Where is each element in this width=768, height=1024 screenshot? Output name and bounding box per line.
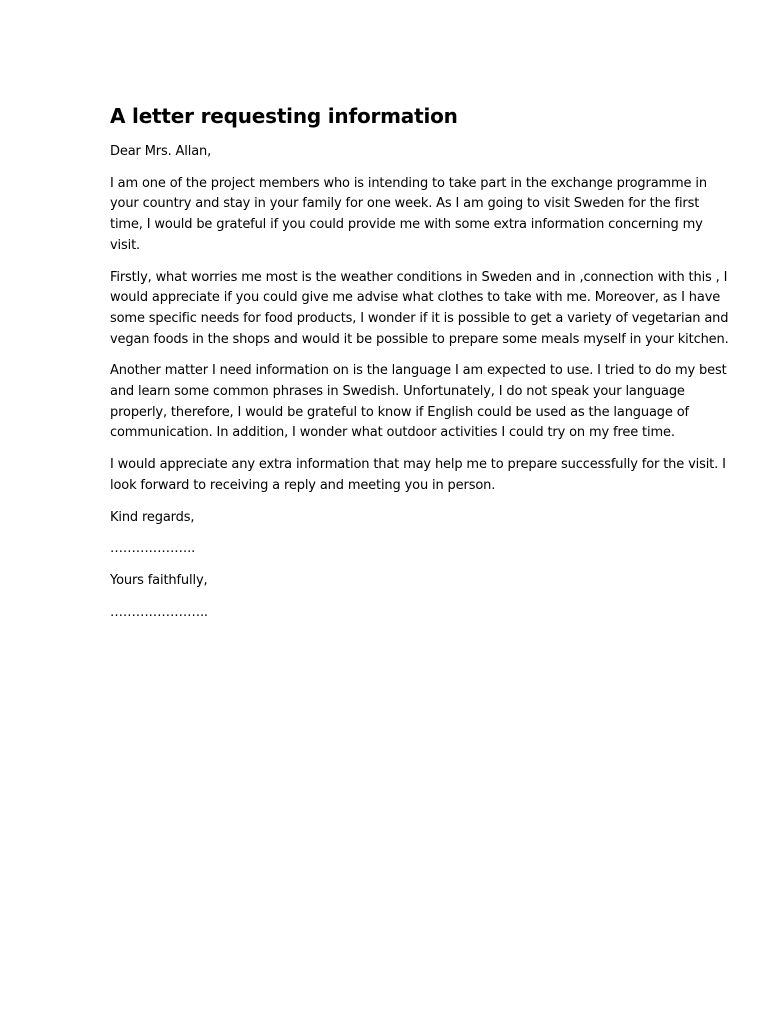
paragraph-closing: I would appreciate any extra information that may help me to prepare successfully for the visit. I look forward to receiving a reply and meeting you in person. (110, 457, 726, 493)
closing-kind-regards: Kind regards, (110, 509, 195, 525)
signature-line-2: ………………….. (110, 604, 208, 620)
paragraph-language: Another matter I need information on is the language I am expected to use. I tried to do my best and learn some common phrases in Swedish. Unfortunately, I do not speak your language properly, therefore, I would be grateful to know if English could be used as the language of communication. In addition, I wonder what outdoor activities I could try on my free time. (110, 363, 727, 441)
closing-yours-faithfully: Yours faithfully, (110, 572, 208, 588)
document-title: A letter requesting information (110, 104, 458, 128)
salutation: Dear Mrs. Allan, (110, 144, 212, 159)
letter-document (110, 104, 734, 634)
paragraph-weather-food: Firstly, what worries me most is the weather conditions in Sweden and in ,connection with this , I would appreciate if you could give me advise what clothes to take with me. Moreover, as I have some specific needs for food products, I wonder if it is possible to get a variety of vegetarian and vegan foods in the shops and would it be possible to prepare some meals myself in your kitchen. (110, 269, 729, 347)
paragraph-intro: I am one of the project members who is intending to take part in the exchange programme in your country and stay in your family for one week. As I am going to visit Sweden for the first time, I would be grateful if you could provide me with some extra information concerning my visit. (110, 175, 707, 253)
signature-line-1: ……………….. (110, 541, 196, 557)
